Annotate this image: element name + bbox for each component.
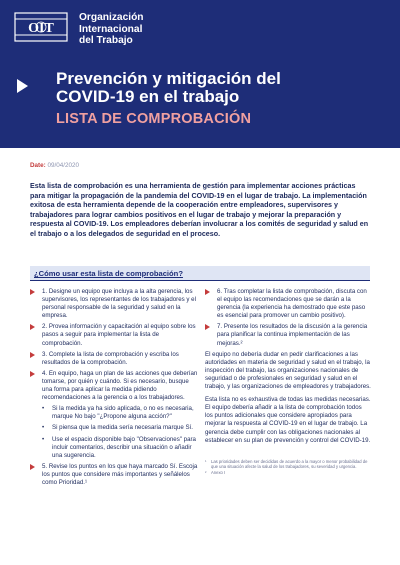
footnote-1-text: Las prioridades deben ser decididas de acuerdo a la mayor o menor probabilidad de que una situación afecte la salud de los trabajadores, su severidad y urgencia. — [211, 458, 368, 469]
step-2-text: 2. Provea información y capacitación al equipo sobre los pasos a seguir para implementar la lista de comprobación. — [42, 323, 196, 347]
instructions-left-column — [30, 288, 200, 490]
step-3-text: 3. Complete la lista de comprobación y escriba los resultados de la comprobación. — [42, 350, 179, 366]
footnote-2-text: Anexo I — [211, 470, 226, 476]
step-arrow-icon — [30, 464, 35, 470]
subitem-2-text: Si piensa que la medida sería necesaria marque Sí. — [52, 424, 193, 432]
non-exhaustive-paragraph: Esta lista no es exhaustiva de todas las medidas necesarias. El equipo debería añadir a la lista de comprobación todos los puntos adicionales que considere apropiados para mejorar la respuesta al COVID-19 en el lugar de trabajo. La gerencia debe cumplir con las obligaciones nacionales al establecer en su plan de prevención y control del COVID-19. — [205, 396, 371, 444]
bullet-icon: • — [42, 405, 45, 413]
step-3 — [30, 351, 200, 367]
header-banner — [0, 0, 400, 148]
bullet-icon: • — [42, 424, 45, 432]
step-7-text: 7. Presente los resultados de la discusión a la gerencia para planificar la continua implementación de las mejoras.² — [217, 323, 368, 347]
intro-paragraph: Esta lista de comprobación es una herramienta de gestión para implementar acciones prácticas para mitigar la propagación de la pandemia del COVID-19 en el lugar de trabajo. La implementación exitosa de esta herramienta depende de la cooperación entre empleadores, supervisores y trabajadores para lograr cambios positivos en el lugar de trabajo y mejorar la preparación y respuesta al COVID-19. Los empleadores deberían involucrar a los comités de seguridad y salud en el trabajo o a los delegados de seguridad en el proceso. — [30, 182, 369, 238]
step-4-subitem-3 — [30, 436, 200, 460]
footnote-2 — [205, 470, 371, 475]
date-label: Date: — [30, 162, 46, 169]
page-subtitle: LISTA DE COMPROBACIÓN — [56, 111, 252, 127]
step-2 — [30, 323, 200, 347]
svg-text:OIT: OIT — [28, 21, 54, 36]
how-to-use-section-header — [30, 266, 370, 281]
date-line — [30, 162, 79, 169]
step-5-text: 5. Revise los puntos en los que haya marcado Sí. Escoja los puntos que considere más importantes y señálelos como Prioridad.¹ — [42, 462, 198, 486]
title-line-2: COVID-19 en el trabajo — [56, 87, 240, 106]
step-arrow-icon — [30, 352, 35, 358]
title-arrow-icon — [17, 79, 28, 93]
org-name-line-3: del Trabajo — [79, 35, 133, 46]
instructions-right-column — [205, 288, 371, 476]
step-6-text: 6. Tras completar la lista de comprobación, discuta con el equipo las recomendaciones que se darán a la gerencia (la experiencia ha demostrado que este paso es esencial para promover un cambio positivo). — [217, 288, 367, 320]
step-6 — [205, 288, 371, 320]
clarification-paragraph: El equipo no debería dudar en pedir clarificaciones a las autoridades en materia de seguridad y salud en el trabajo, la inspección del trabajo, las organizaciones nacionales de seguridad o de profesionales en seguridad y salud en el trabajo, y las organizaciones de empleadores y trabajadores. — [205, 350, 371, 391]
date-value: 09/04/2020 — [47, 162, 80, 169]
step-arrow-icon — [30, 371, 35, 377]
step-1 — [30, 288, 200, 320]
ilo-logo — [14, 12, 68, 42]
org-name-line-1: Organización — [79, 12, 144, 23]
subitem-3-text: Use el espacio disponible bajo "Observaciones" para incluir comentarios, describir una situación o añadir una sugerencia. — [52, 435, 196, 459]
step-5 — [30, 463, 200, 487]
bullet-icon: • — [42, 435, 45, 443]
title-line-1: Prevención y mitigación del — [56, 69, 281, 88]
how-to-use-title: ¿Cómo usar esta lista de comprobación? — [34, 269, 183, 278]
step-7 — [205, 323, 371, 347]
step-arrow-icon — [30, 324, 35, 330]
organization-name — [79, 12, 144, 47]
org-name-line-2: Internacional — [79, 23, 143, 35]
footnote-1-mark: ¹ — [205, 458, 207, 464]
step-arrow-icon — [205, 324, 210, 330]
step-4 — [30, 370, 200, 402]
step-arrow-icon — [30, 289, 35, 295]
step-4-subitem-2 — [30, 424, 200, 432]
step-4-subitem-1 — [30, 405, 200, 421]
step-1-text: 1. Designe un equipo que incluya a la alta gerencia, los supervisores, los representantes de los trabajadores y el personal responsable de la seguridad y salud en la empresa. — [42, 288, 196, 320]
footnote-2-mark: ² — [205, 470, 207, 476]
step-4-text: 4. En equipo, haga un plan de las acciones que deberían tomarse, por quién y cuándo. Si es necesario, busque una forma para aplicar la medida pidiendo recomendaciones a la gerencia o a los trabajadores. — [42, 369, 198, 402]
footnote-1 — [205, 459, 371, 470]
step-arrow-icon — [205, 289, 210, 295]
subitem-1-text: Si la medida ya ha sido aplicada, o no es necesaria, marque No bajo "¿Propone alguna acción?" — [52, 405, 194, 421]
page-title — [56, 70, 376, 106]
